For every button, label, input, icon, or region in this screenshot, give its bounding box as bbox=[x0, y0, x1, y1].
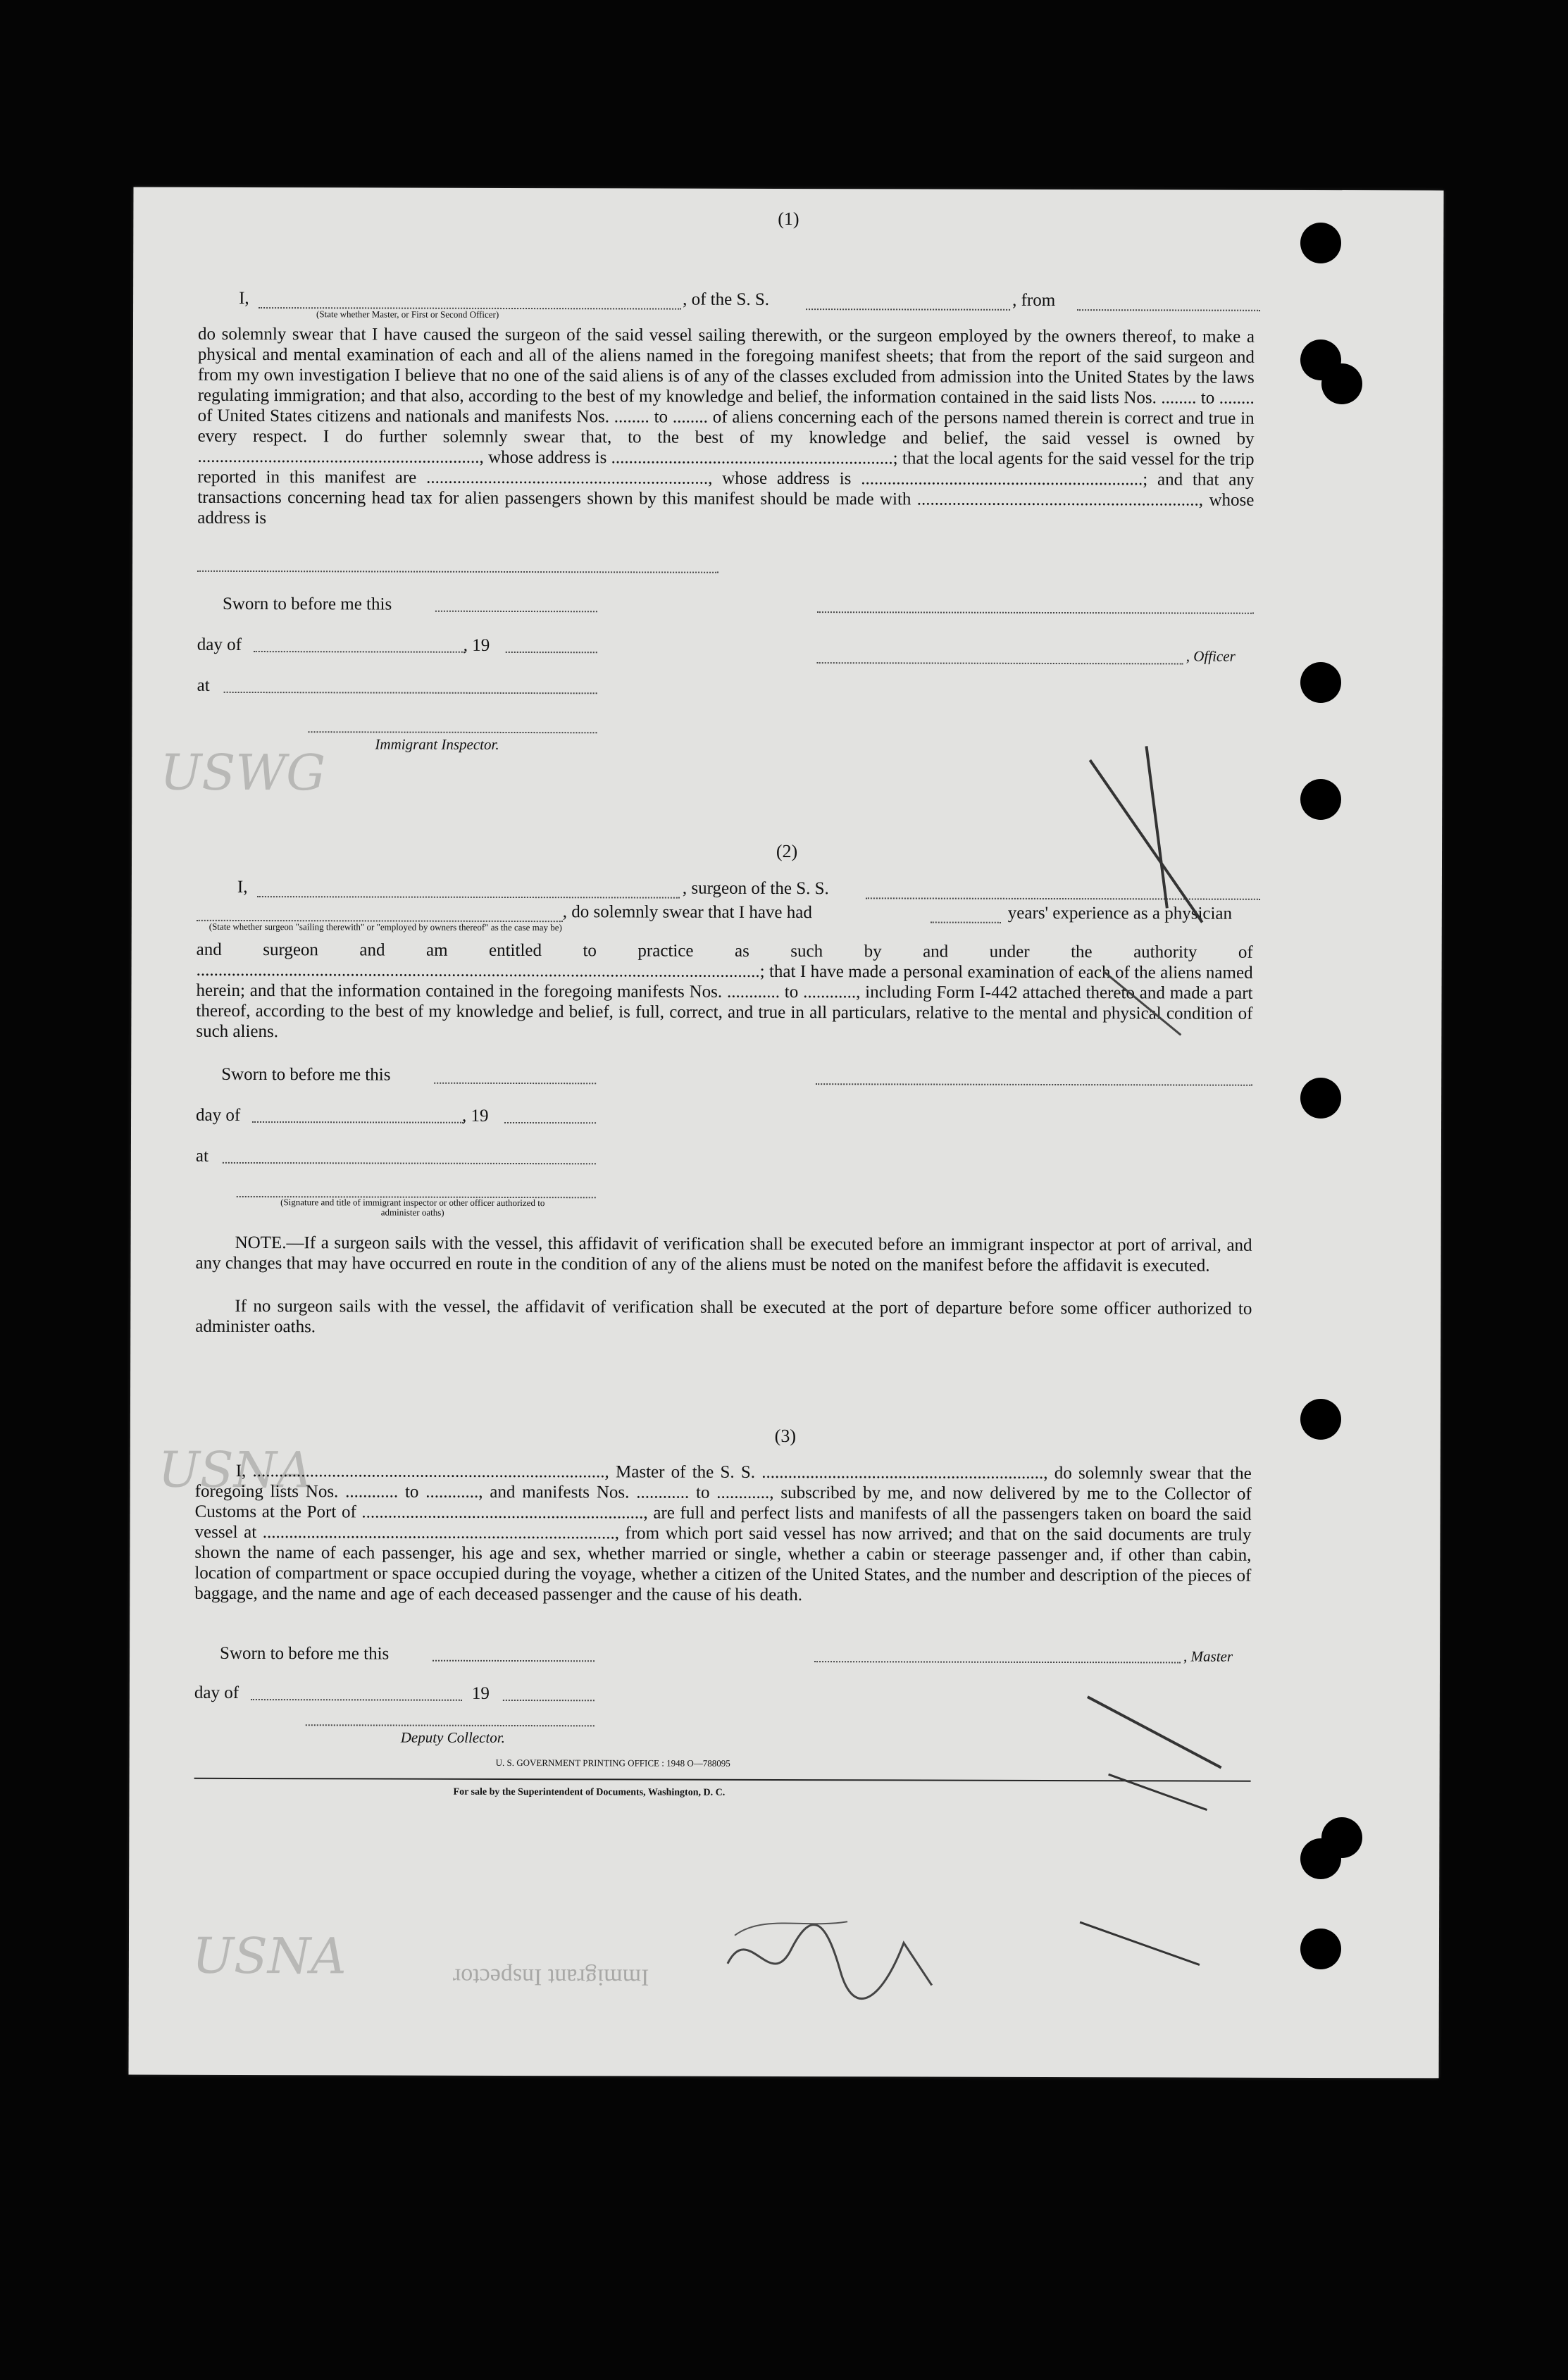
section-1-role-note: (State whether Master, or First or Second Officer) bbox=[316, 309, 499, 320]
ghost-handwriting: USWG bbox=[160, 743, 326, 802]
from-label: , from bbox=[1012, 290, 1056, 310]
day-of-label-3: day of bbox=[194, 1683, 239, 1702]
year-label-1: , 19 bbox=[463, 635, 490, 655]
punch-hole bbox=[1300, 223, 1341, 263]
section-1-number: (1) bbox=[778, 208, 799, 230]
punch-hole bbox=[1300, 1929, 1341, 1969]
surgeon-note: (State whether surgeon "sailing therewith" or "employed by owners thereof" as the case may be) bbox=[209, 921, 562, 933]
immigrant-inspector-label: Immigrant Inspector. bbox=[375, 735, 499, 753]
punch-hole bbox=[1300, 1399, 1341, 1440]
at-label-2: at bbox=[195, 1146, 209, 1166]
section-1-body: do solemnly swear that I have caused the surgeon of the said vessel sailing therewith, or the surgeon employed by the owners thereof, to make a physical and mental examination of each and all of the aliens named in the foregoing manifest sheets; that from the report of the said surgeon and from my own investigation I believe that no one of the said aliens is of any of the classes excluded from admission into the United States by the laws regulating immigration; and that also, according to the best of my knowledge and belief, the information contained in the said lists Nos. ........ to ........ of United States citizens and nationals and manifests Nos. ........ to ........ of aliens concerning each of the persons named therein is correct and true in every respect. I do further solemnly swear that, to the best of my knowledge and belief, the said vessel is owned by ................................................................, whose address is ................................................................; that the local agents for the said vessel for the trip reported in this manifest are ................................................................, whose address is ................................................................; and that any transactions concerning head tax for alien passengers shown by this manifest should be made with ................................................................, whose address is bbox=[197, 324, 1255, 528]
handwritten-signature bbox=[721, 1907, 946, 2014]
years-experience-label: years' experience as a physician bbox=[1007, 903, 1233, 923]
punch-hole bbox=[1300, 662, 1341, 703]
year-label-2: , 19 bbox=[462, 1106, 489, 1126]
for-sale-line: For sale by the Superintendent of Documents, Washington, D. C. bbox=[453, 1786, 726, 1798]
note-paragraph-1: NOTE.—If a surgeon sails with the vessel, this affidavit of verification shall be executed before an immigrant inspector at port of arrival, and any changes that may have occurred en route in the condition of any of the aliens must be noted on the manifest before the affidavit is executed. bbox=[195, 1233, 1252, 1276]
year-label-3: 19 bbox=[471, 1683, 490, 1703]
note-paragraph-2: If no surgeon sails with the vessel, the affidavit of verification shall be executed at the port of departure before some officer authorized to administer oaths. bbox=[195, 1296, 1252, 1337]
mirrored-bleed-text: Immigrant Inspector bbox=[452, 1963, 649, 1990]
ghost-handwriting: USNA bbox=[158, 1440, 313, 1500]
sworn-label-3: Sworn to before me this bbox=[220, 1643, 390, 1664]
section-3-number: (3) bbox=[774, 1425, 797, 1447]
at-label-1: at bbox=[197, 675, 210, 695]
punch-hole bbox=[1300, 1078, 1341, 1119]
section-3-body: I, ................................................................................, Master of the S. S. ................................................................, do solemnly swear that the foregoing lists Nos. ............ to ............, and manifests Nos. ............ to ............, subscribed by me, and now delivered by me to the Collector of Customs at the Port of ................................................................, are full and perfect lists and manifests of all the passengers taken on board the said vessel at ................................................................................, from which port said vessel has now arrived; and that on the said documents are truly shown the name of each passenger, his age and sex, whether married or single, whether a cabin or steerage passenger and, if other than cabin, location of compartment or space occupied during the voyage, whether a citizen of the United States, and the number and description of the pieces of baggage, and the name and age of each deceased passenger and the cause of his death. bbox=[194, 1461, 1252, 1605]
sworn-label-1: Sworn to before me this bbox=[222, 594, 392, 614]
punch-hole bbox=[1300, 1838, 1341, 1879]
section-2-number: (2) bbox=[776, 840, 798, 862]
section-2-i: I, bbox=[237, 877, 248, 897]
officer-label: , Officer bbox=[1186, 647, 1236, 665]
day-of-label-2: day of bbox=[196, 1105, 241, 1125]
signature-note: (Signature and title of immigrant inspector or other officer authorized to administer oaths) bbox=[280, 1197, 545, 1218]
sworn-label-2: Sworn to before me this bbox=[221, 1064, 391, 1085]
section-1-i: I, bbox=[239, 288, 249, 309]
of-ss-label: , of the S. S. bbox=[683, 289, 770, 309]
punch-hole bbox=[1300, 779, 1341, 820]
master-label: , Master bbox=[1183, 1647, 1233, 1665]
day-of-label-1: day of bbox=[197, 635, 242, 654]
section-2-body: and surgeon and am entitled to practice as such by and under the authority of ................................................................................................................................; that I have made a personal examination of each of the aliens named herein; and that the information contained in the foregoing manifests Nos. ............ to ............, including Form I-442 attached thereto and made a part thereof, according to the best of my knowledge and belief, is full, correct, and true in all particulars, relative to the mental and physical condition of such aliens. bbox=[196, 940, 1253, 1042]
punch-hole bbox=[1321, 363, 1362, 404]
do-swear-label: , do solemnly swear that I have had bbox=[562, 902, 812, 923]
deputy-collector-label: Deputy Collector. bbox=[400, 1728, 505, 1746]
surgeon-of-label: , surgeon of the S. S. bbox=[682, 878, 829, 899]
manifest-page bbox=[128, 187, 1443, 2079]
gpo-imprint: U. S. GOVERNMENT PRINTING OFFICE : 1948 O—788095 bbox=[495, 1757, 730, 1769]
ghost-handwriting: USNA bbox=[192, 1926, 347, 1986]
handwritten-marks bbox=[1059, 739, 1245, 1979]
